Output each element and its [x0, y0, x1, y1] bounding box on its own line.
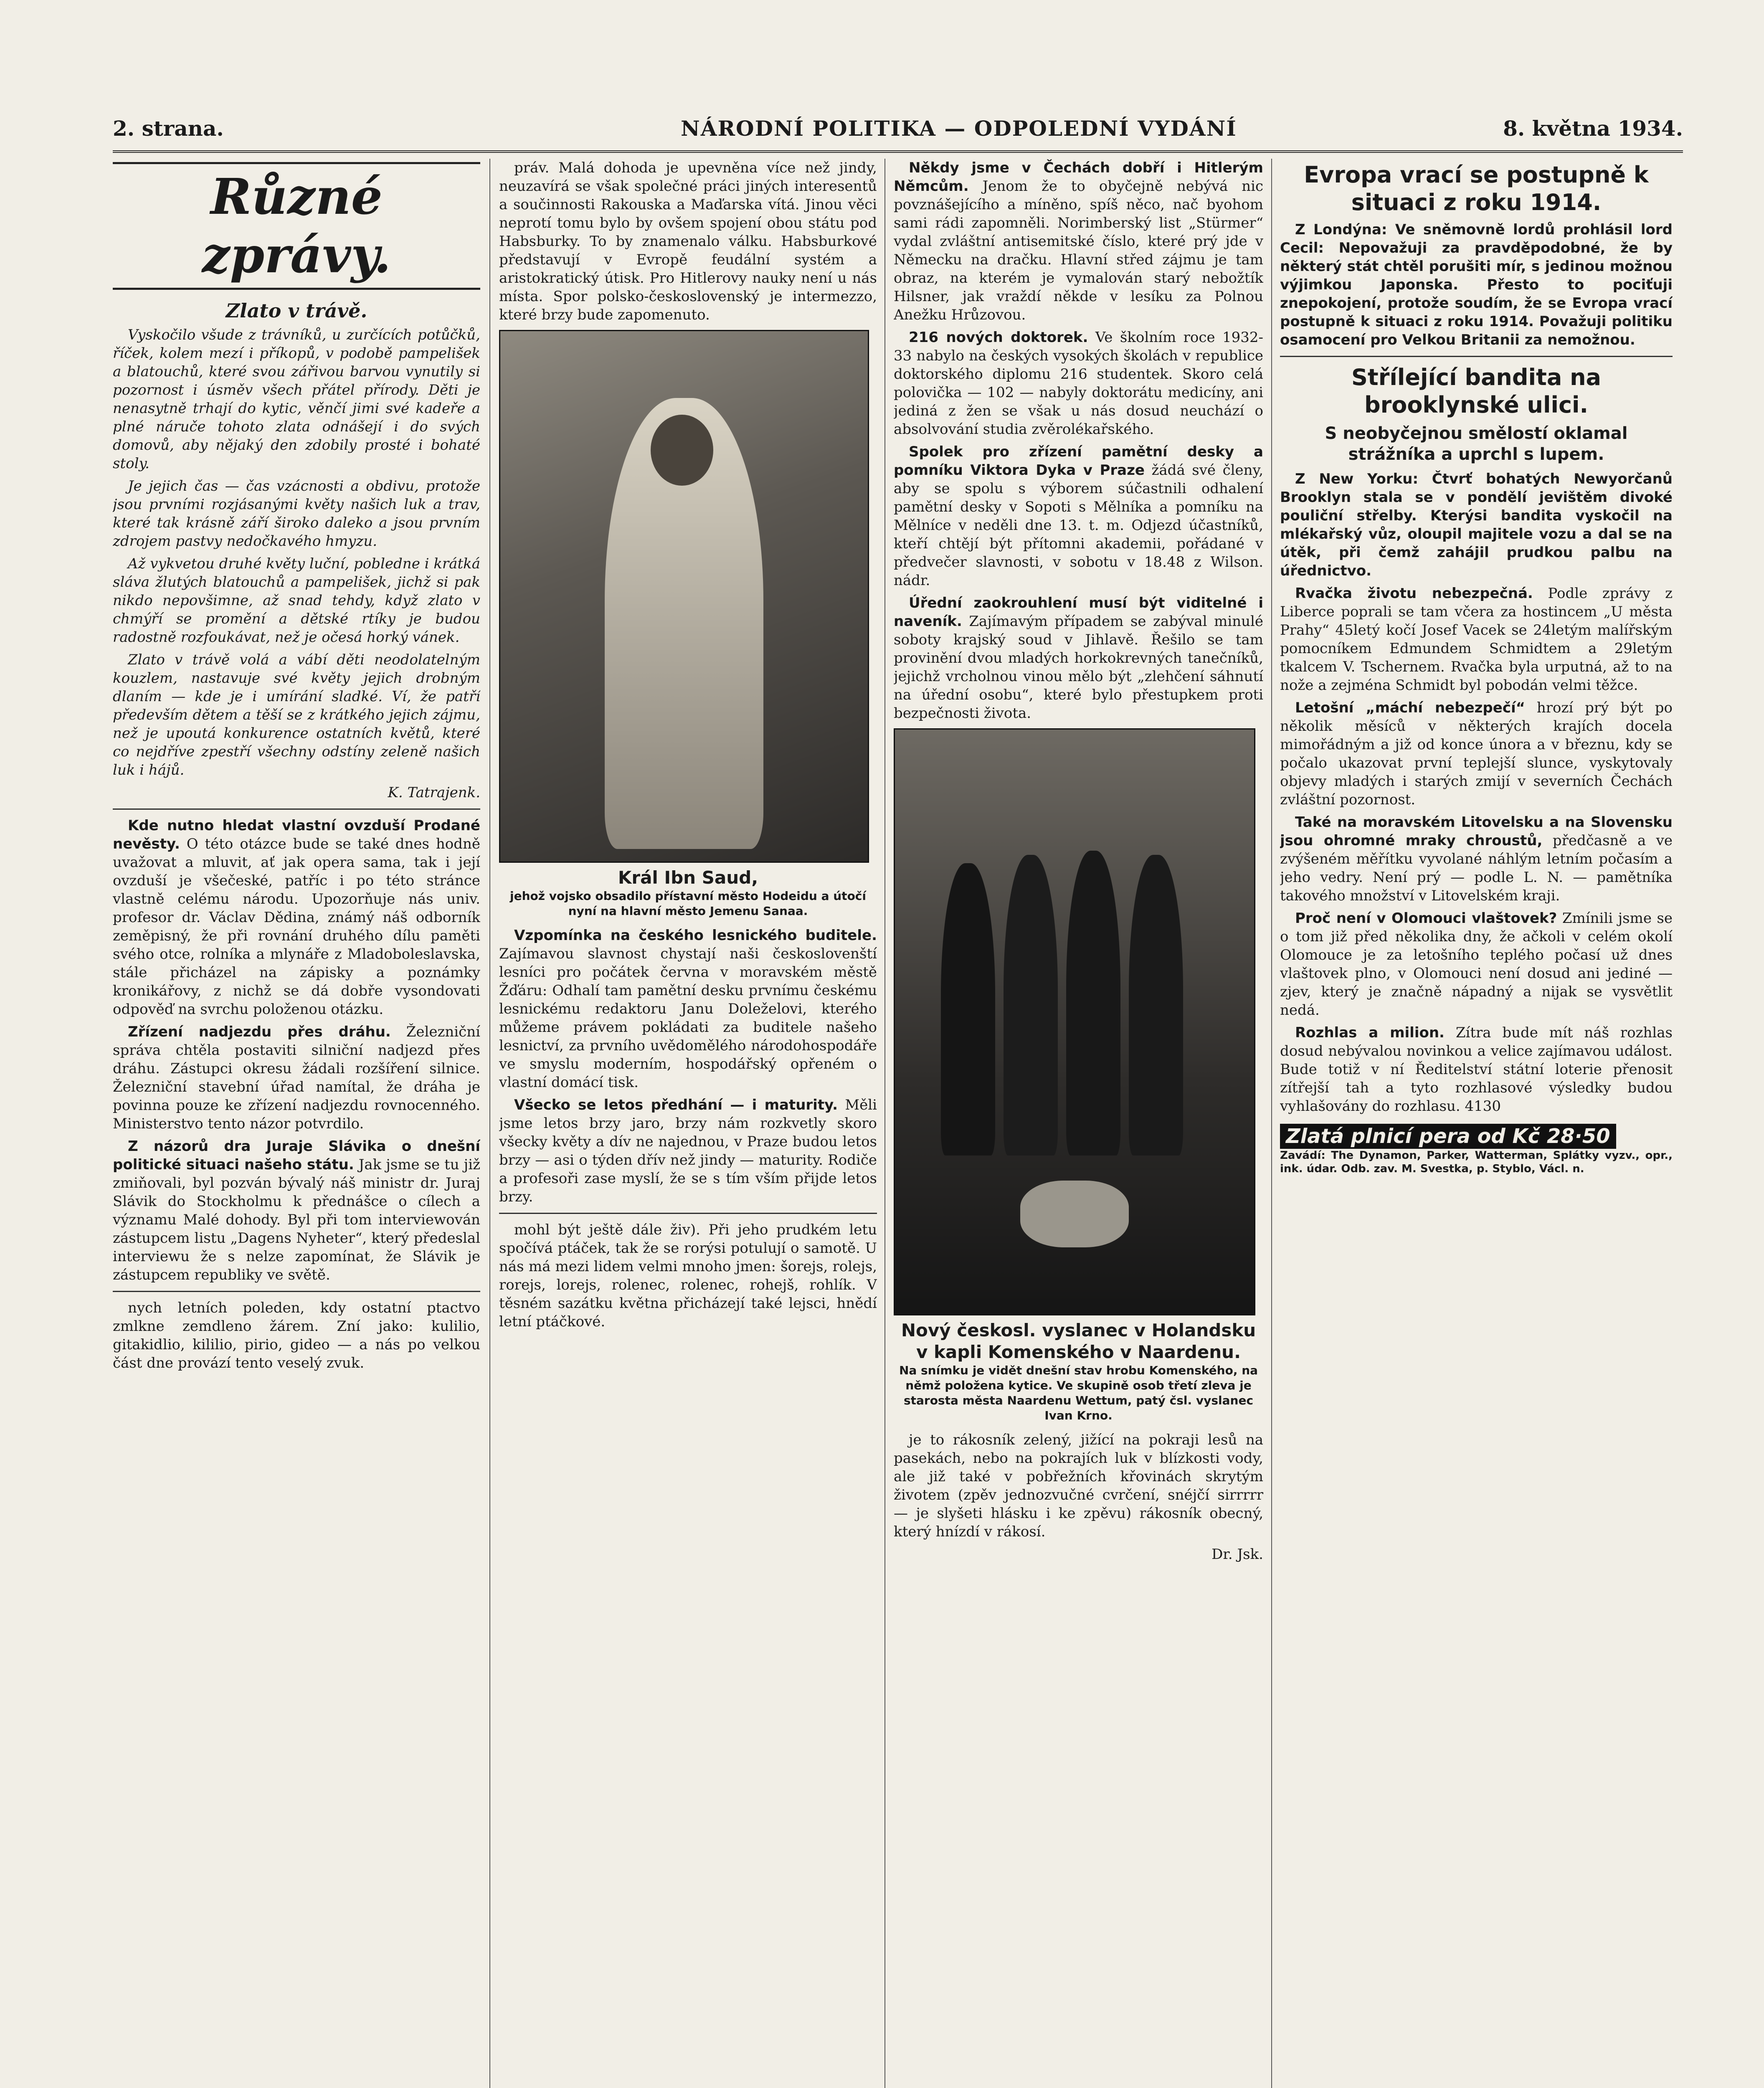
column-2 [499, 159, 877, 1335]
person-silhouette [1066, 851, 1120, 1155]
article-title: Někdy jsme v Čechách dobří i Hitlerým Němcům. [894, 160, 1263, 195]
column-rule [1271, 159, 1272, 2088]
column-3 [894, 159, 1263, 1563]
article-paragraph: nych letních poleden, kdy ostatní ptactvo zmlkne zemdleno žárem. Zní jako: kulilio, gitakidlio, kililio, pirio, gideo — a nás po velkou část dne provází tento veselý zvuk. [113, 1300, 480, 1371]
article-text: Zajímavým případem se zabýval minulé soboty krajský soud v Jihlavě. Řešilo se tam provinění dvou mladých horkokrevných tanečníků, jejichž vrcholnou vinou mělo být „zlehčení sáhnutí na úřední osobu“, které bylo přestupkem proti bezpečnosti života. [894, 613, 1263, 722]
article-title: Z názorů dra Juraje Slávika o dnešní politické situaci našeho státu. [113, 1138, 480, 1173]
article-title: Kde nutno hledat vlastní ovzduší Prodané nevěsty. [113, 817, 480, 852]
article-text: Měli jsme letos brzy jaro, brzy nám rozkvetly skoro všecky květy a dív ne najednou, v Praze budou letos brzy — asi o týden dřív než jindy — maturity. Rodiče a profesoři zase myslí, že se s tím vším přijde letos brzy. [499, 1097, 877, 1205]
article-text: Z New Yorku: Čtvrť bohatých Newyorčanů Brooklyn stala se v pondělí jevištěm divoké pouliční střelby. Kterýsi bandita vyskočil na mlékařský vůz, oloupil majitele vozu a dal se na útěk, při čemž zahájil prudkou palbu na úřednictvo. [1280, 471, 1673, 579]
article-title: Letošní „máchí nebezpečí“ [1295, 699, 1525, 716]
photo-caption-title: Nový českosl. vyslanec v Holandsku v kapli Komenského v Naardenu. [901, 1320, 1256, 1362]
article-title: 216 nových doktorek. [909, 329, 1088, 346]
article-paragraph: Vyskočilo všude z trávníků, u zurčících potůčků, říček, kolem mezí i příkopů, v podobě pampelišek a blatouchů, které svou zářivou barvou vynutily si pozornost i úsměv všech přátel přírody. Děti je nenasytně trhají do kytic, věnčí jimi své kadeře a plné náruče tohoto zlata odnášejí i do svých domovů, aby nějaký den zdobily prosté i bohaté stoly. [113, 327, 480, 472]
article-text: hrozí prý být po několik měsíců v některých krajích docela mimořádným a již od konce února a v březnu, kdy se počalo ukazovat první teplejší slunce, vyskytovaly objevy mladých i starých zmijí v severních Čechách zvláštní pozornost. [1280, 699, 1673, 808]
article-paragraph: Zlato v trávě volá a vábí děti neodolatelným kouzlem, nastavuje své květy jejich drobným dlaním — kde je i umírání sladké. Ví, že patří především dětem a těší se z krátkého jejich zájmu, než je upoutá konkurence ostatních květů, které co nejdříve zpestří všechny odstíny zeleně našich luk i hájů. [113, 651, 480, 778]
article-author: Dr. Jsk. [1211, 1546, 1263, 1563]
article-paragraph: Je jejich čas — čas vzácnosti a obdivu, protože jsou prvními rozjásanými květy našich luk a trav, které tak krásně září široko daleko a jsou prvním zdrojem pastvy nedočkavého hmyzu. [113, 478, 480, 550]
article-headline: Střílející bandita na brooklynské ulici. [1351, 364, 1601, 418]
article-title: Spolek pro zřízení pamětní desky a pomníku Viktora Dyka v Praze [894, 443, 1263, 479]
article-title: Zlato v trávě. [226, 299, 368, 322]
column-4 [1280, 159, 1673, 1176]
article-headline: Evropa vrací se postupně k situaci z roku 1914. [1304, 162, 1649, 215]
advertisement-text: Zavádí: The Dynamon, Parker, Watterman, Splátky vyzv., opr., ink. údar. Odb. zav. M. Svestka, p. Styblo, Václ. n. [1280, 1149, 1673, 1175]
article-text: předčasně a ve zvýšeném měřítku vyvolané náhlým letním počasím a jeho vedry. Není prý — podle L. N. — pamětníka takového množství v Litovelském kraji. [1280, 832, 1673, 904]
newspaper-title: NÁRODNÍ POLITIKA — ODPOLEDNÍ VYDÁNÍ [681, 116, 1237, 141]
article-text: O této otázce bude se také dnes hodně uvažovat a mluvit, ať jak opera sama, tak i její ovzduší je všečeské, patříc i po této stránce vlastně celému národu. Upozorňuje nás univ. profesor dr. Václav Dědina, známý náš odborník zeměpisný, že při rovnání druhého dílu paměti svého otce, rolníka a mlynáře z Mladoboleslavska, stále přicházel na zápisky a poznámky kronikářovy, z nichž se dá dobře vysondovati odpověď na svrchu položenou otázku. [113, 836, 480, 1018]
article-paragraph: mohl být ještě dále živ). Při jeho prudkém letu spočívá ptáček, tak že se rorýsi potulují o samotě. U nás má mezi lidem velmi mnoho jmen: šorejs, rolejs, rorejs, lorejs, rolenec, rolenec, rohejš, rohlík. V těsném sazátku května přicházejí také lejsci, hnědí letní ptáčkové. [499, 1221, 877, 1330]
ibn-saud-photo [499, 330, 869, 863]
article-paragraph: je to rákosník zelený, jižící na pokraji lesů na pasekách, nebo na pokrajích luk v blízkosti vody, ale již také v pobřežních křovinách skrytým životem (zpěv jednozvučné cvrčení, snéjčí sirrrrr — je slyšeti hlásku i ke zpěvu) rákosník obecný, který hnízdí v rákosí. [894, 1432, 1263, 1540]
issue-date: 8. května 1934. [1503, 116, 1683, 141]
photo-caption-text: jehož vojsko obsadilo přístavní město Hodeidu a útočí nyní na hlavní město Jemenu Sanaa. [509, 889, 866, 918]
article-author: K. Tatrajenk. [388, 784, 480, 801]
article-text: Zajímavou slavnost chystají naši českoslovenští lesníci pro počátek června v moravském městě Žďáru: Odhalí tam pamětní desku prvnímu českému lesnickému redaktoru Janu Doleželovi, kterého můžeme právem pokládati za buditele našeho lesnictví, za prvního uvědomělého národohospodáře ve smyslu moderním, hospodářský opřeném o vlastní domácí tisk. [499, 945, 877, 1091]
article-paragraph: Až vykvetou druhé květy luční, pobledne i krátká sláva žlutých blatouchů a pampelišek, jichž si pak nikdo nepovšimne, až snad tehdy, když zlato v chmýří se promění a dětské rtíky je budou radostně rozfoukávat, než je očesá horký vánek. [113, 555, 480, 646]
photo-caption-title: Král Ibn Saud, [618, 867, 758, 888]
person-silhouette [1129, 855, 1183, 1155]
article-text: Železniční správa chtěla postaviti silniční nadjezd přes dráhu. Zástupci okresu žádali rozšíření silnice. Železniční stavební úřad namítal, že dráha je povinna pouze ke zřízení nadjezdu rovnocenného. Ministerstvo tento názor potvrdilo. [113, 1024, 480, 1132]
person-silhouette [1004, 855, 1058, 1155]
article-text: Zítra bude mít náš rozhlas dosud nebývalou novinkou a velice zajímavou událost. Bude totiž v ní Ředitelství státní loterie přenosit zítřejší tah a tyto rozhlasové výsledky budou vyhlašovány do rozhlasu. [1280, 1024, 1673, 1115]
article-text: Podle zprávy z Liberce poprali se tam včera za hostincem „U města Prahy“ 45letý kočí Josef Vacek se 24letým malířským pomocníkem Edmundem Schmidtem a 29letým tkalcem V. Tschernem. Rvačka byla urputná, až to na nože a zejména Schmidt byl pobodán velmi těžce. [1280, 585, 1673, 694]
article-text: Z Londýna: Ve sněmovně lordů prohlásil lord Cecil: Nepovažuji za pravděpodobné, že by některý stát chtěl porušiti mír, s jedinou možnou výjimkou Japonska. Přesto to pociťuji znepokojení, protože soudím, že se Evropa vrací postupně k situaci z roku 1914. Považuji politiku osamocení pro Velkou Britanii za nemožnou. [1280, 221, 1673, 348]
article-title: Rozhlas a milion. [1295, 1024, 1445, 1041]
article-end-number: 4130 [1465, 1098, 1501, 1115]
page-header [113, 113, 1683, 153]
article-title: Také na moravském Litovelsku a na Slovensku jsou ohromné mraky chroustů, [1280, 814, 1673, 849]
head-silhouette [651, 415, 713, 486]
divider [113, 808, 480, 810]
article-title: Rvačka životu nebezpečná. [1295, 585, 1533, 602]
page-number: 2. strana. [113, 116, 224, 141]
person-silhouette [941, 863, 995, 1155]
pen-advertisement: Zlatá plnicí pera od Kč 28·50 [1280, 1124, 1616, 1149]
article-text: Jak jsme se tu již zmiňovali, byl pozván bývalý náš ministr dr. Juraj Slávik do Stockholmu k přednášce o cílech a významu Malé dohody. Byl při tom interviewován zástupcem listu „Dagens Nyheter“, který předeslal interviewu že s nelze zapomínat, že Slávik je zástupcem republiky ve světě. [113, 1156, 480, 1283]
article-text: Jenom že to obyčejně nebývá nic povznášejícího a míněno, spíš něco, nač byohom sami rádi zapomněli. Norimberský list „Stürmer“ vydal zvláštní antisemitské číslo, které prý jde v Německu na dračku. Hlavní střed zájmu je tam obraz, na kterém je vymalován starý nebožtík Hilsner, jak vraždí někde v lesíku za Polnou Anežku Hrůzovou. [894, 178, 1263, 323]
article-title: Všecko se letos předhání — i maturity. [514, 1097, 838, 1113]
article-text: žádá své členy, aby se spolu s výborem súčastnili odhalení pamětní desky v Sopoti s Mělníka a pomníku na Mělníce v neděli dne 13. t. m. Odjezd účastníků, kteří chtějí být přítomni akademii, pořádané v předvečer slavnosti, v sobotu v 18.48 z Wilson. nádr. [894, 462, 1263, 589]
article-subheadline: S neobyčejnou smělostí oklamal strážníka a uprchl s lupem. [1325, 424, 1628, 464]
divider [113, 1291, 480, 1292]
article-title: Proč není v Olomouci vlaštovek? [1295, 910, 1557, 927]
article-title: Vzpomínka na českého lesnického buditele. [514, 927, 877, 944]
column-1 [113, 159, 480, 1376]
photo-caption-text: Na snímku je vidět dnešní stav hrobu Komenského, na němž položena kytice. Ve skupině osob třetí zleva je starosta města Naardenu Wettum, patý čsl. vyslanec Ivan Krno. [899, 1363, 1258, 1422]
wreath [1020, 1181, 1129, 1247]
article-text: Ve školním roce 1932-33 nabylo na českých vysokých školách v republice doktorského diplomu 216 studentek. Skoro celá polovička — 102 — nabyly doktorátu medicíny, ani jediná z žen se však u nás dosud neuchází o absolvování studia zvěrolékařského. [894, 329, 1263, 438]
article-title: Úřední zaokrouhlení musí být viditelné i naveník. [894, 595, 1263, 630]
article-text: Zmínili jsme se o tom již před několika dny, že ačkoli v celém okolí Olomouce je za letošního teplého počasí už dnes vlaštovek plno, v Olomouci není dosud ani jediné — zjev, který je značně nápadný a nijak se vysvětlit nedá. [1280, 910, 1673, 1019]
section-heading: Různé zprávy. [113, 162, 480, 290]
divider [499, 1213, 877, 1214]
article-paragraph: práv. Malá dohoda je upevněna více než jindy, neuzavírá se však společné práci jiných interesentů a součinnosti Rakouska a Maďarska vítá. Jinou věci neprotí tomu bylo by ovšem spojení obou státu pod Habsburky. To by znamenalo válku. Habsburkové představují v Evropě feudální systém a aristokratický útisk. Pro Hitlerovy nauky není u nás místa. Spor polsko-československý je intermezzo, které brzy bude zapomenuto. [499, 160, 877, 323]
article-title: Zřízení nadjezdu přes dráhu. [128, 1024, 391, 1040]
divider [1280, 356, 1673, 357]
column-rule [489, 159, 490, 2088]
naarden-chapel-photo [894, 728, 1255, 1315]
